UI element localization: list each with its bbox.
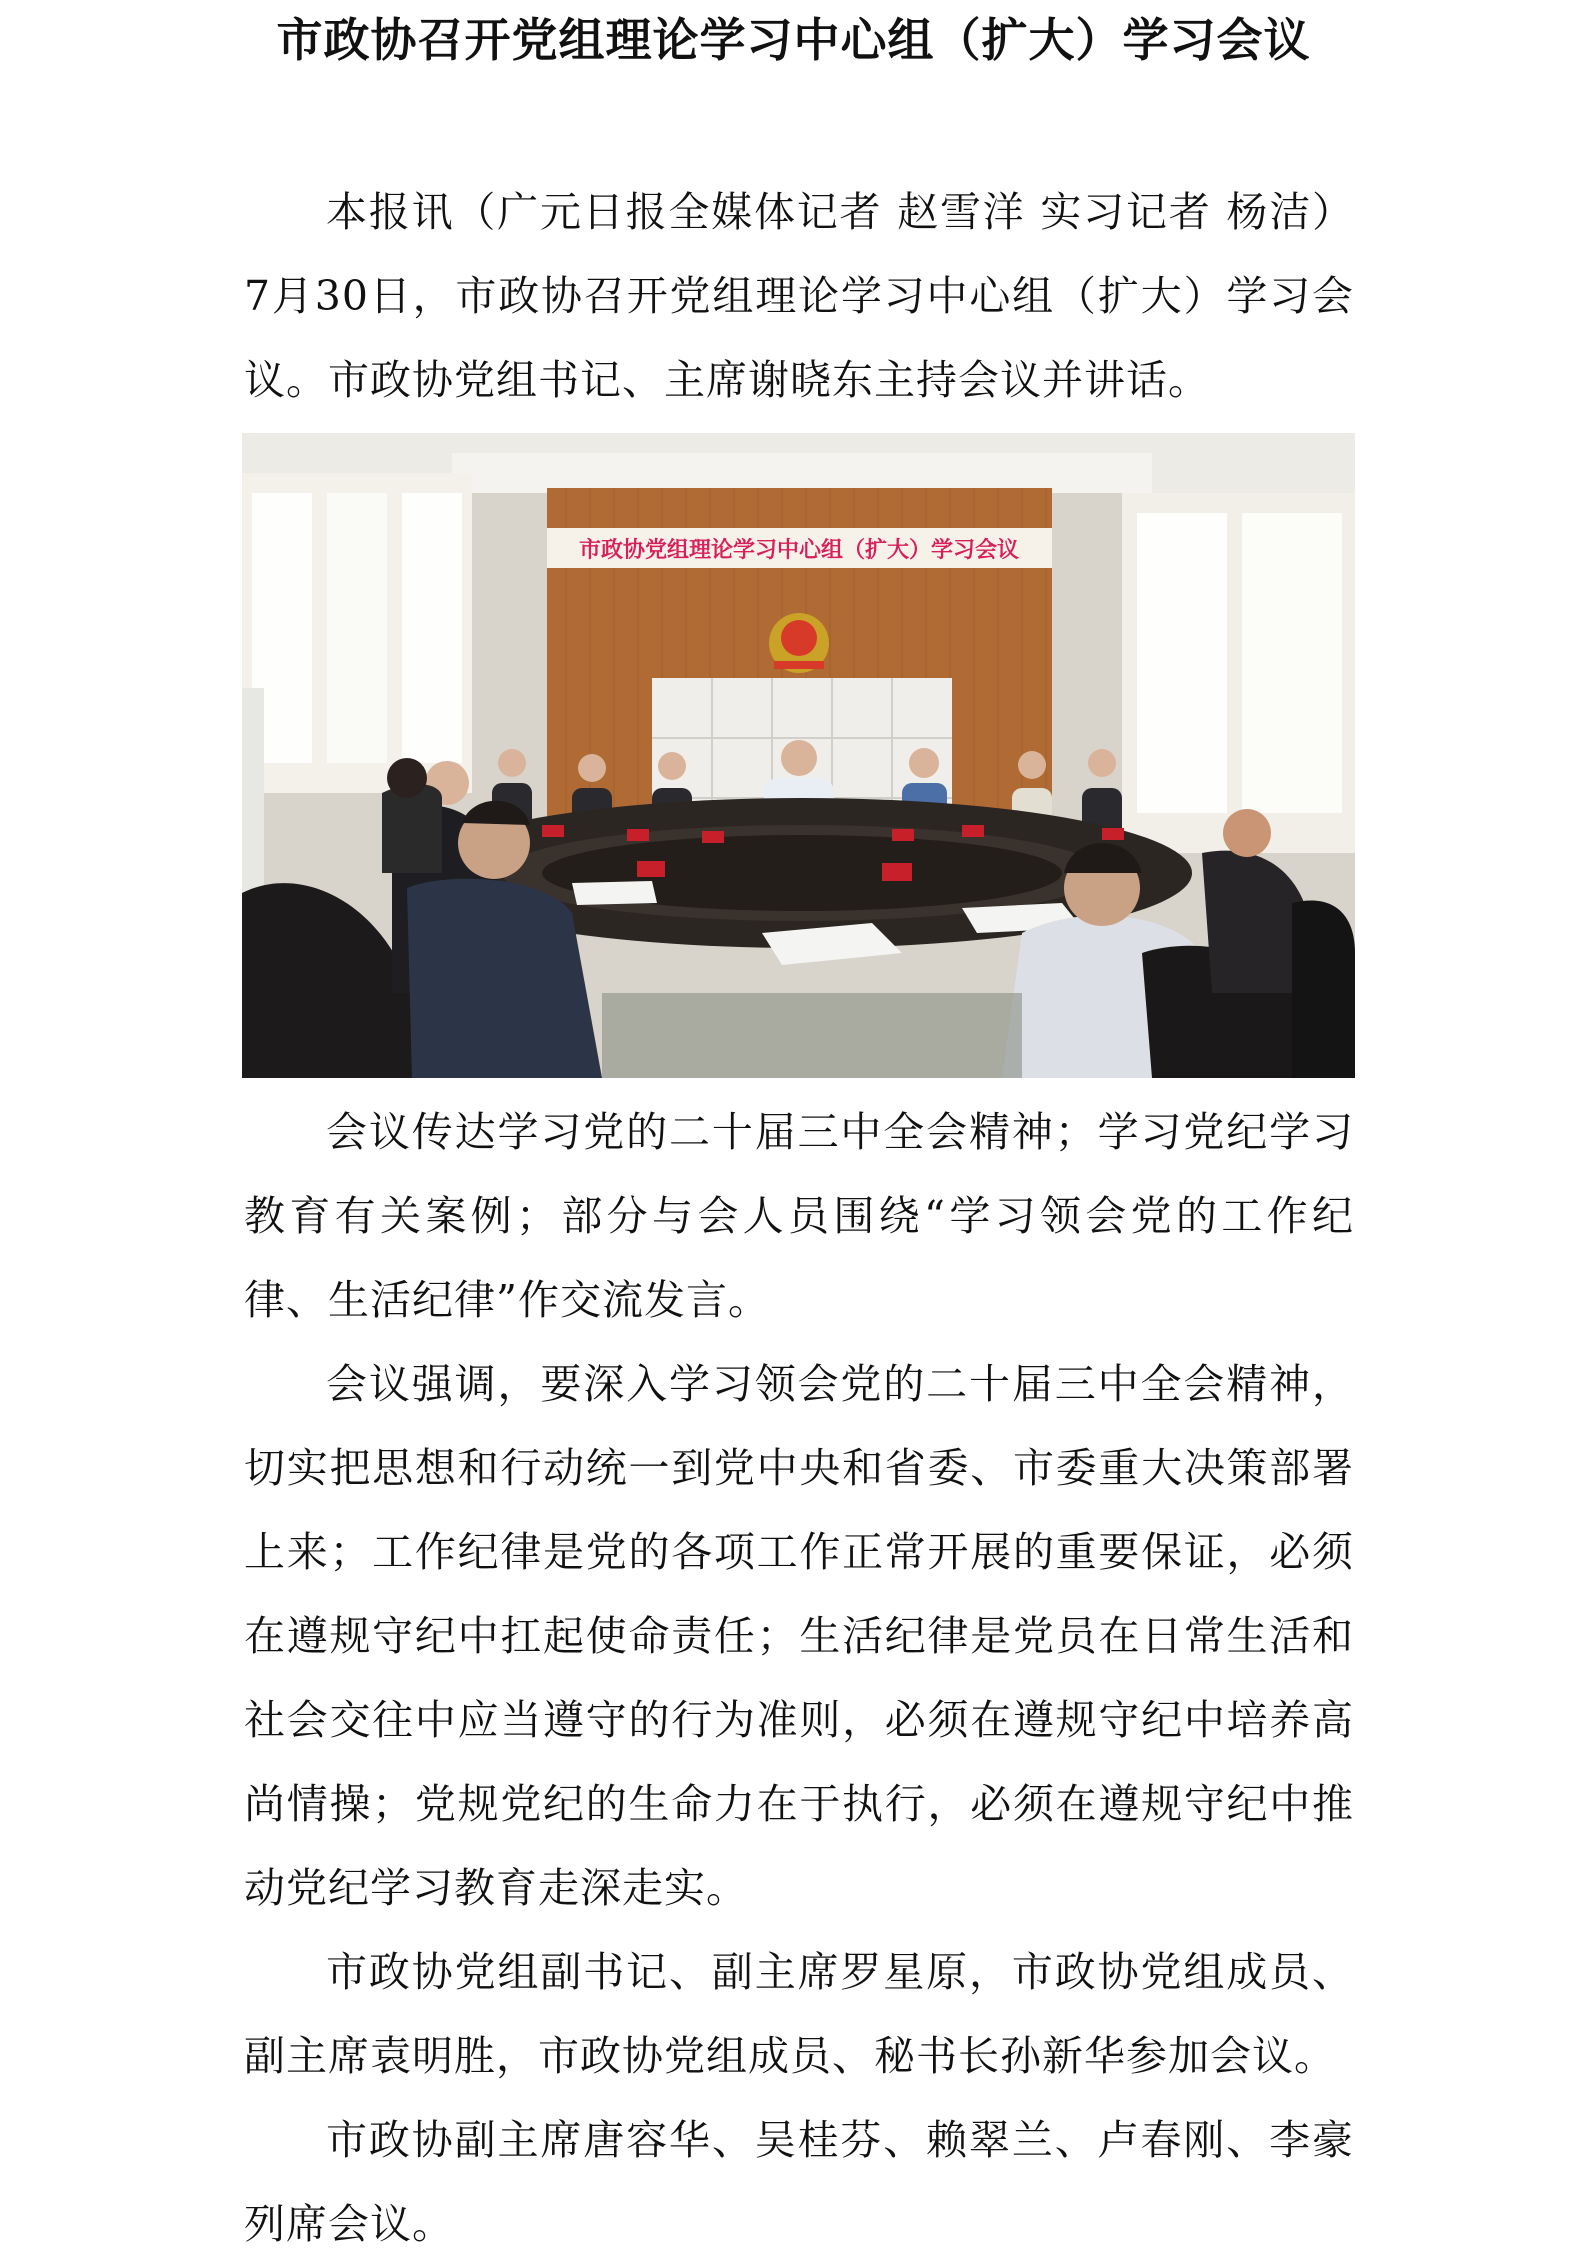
- article-body: [244, 1090, 1354, 2266]
- article-lead: [244, 170, 1354, 422]
- banner-text: 市政协党组理论学习中心组（扩大）学习会议: [578, 538, 1020, 563]
- paragraph-5: 市政协副主席唐容华、吴桂芬、赖翠兰、卢春刚、李豪列席会议。: [244, 2116, 1354, 2248]
- article-title: 市政协召开党组理论学习中心组（扩大）学习会议: [276, 13, 1311, 67]
- paragraph-2: 会议传达学习党的二十届三中全会精神；学习党纪学习教育有关案例；部分与会人员围绕“学习领会党的工作纪律、生活纪律”作交流发言。: [244, 1108, 1354, 1324]
- paragraph-4: 市政协党组副书记、副主席罗星原，市政协党组成员、副主席袁明胜，市政协党组成员、秘书长孙新华参加会议。: [244, 1948, 1354, 2080]
- paragraph-1: 本报讯（广元日报全媒体记者 赵雪洋 实习记者 杨洁）7月30日，市政协召开党组理论学习中心组（扩大）学习会议。市政协党组书记、主席谢晓东主持会议并讲话。: [244, 188, 1354, 404]
- meeting-photo: [242, 433, 1355, 1078]
- paragraph-3: 会议强调，要深入学习领会党的二十届三中全会精神，切实把思想和行动统一到党中央和省委、市委重大决策部署上来；工作纪律是党的各项工作正常开展的重要保证，必须在遵规守纪中扛起使命责任；生活纪律是党员在日常生活和社会交往中应当遵守的行为准则，必须在遵规守纪中培养高尚情操；党规党纪的生命力在于执行，必须在遵规守纪中推动党纪学习教育走深走实。: [244, 1360, 1354, 1912]
